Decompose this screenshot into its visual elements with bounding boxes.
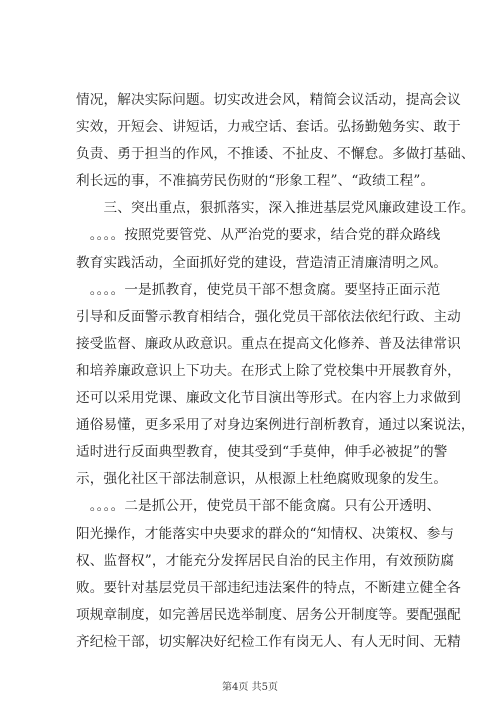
text-line: 接受监督、廉政从政意识。重点在提高文化修养、普及法律常识 bbox=[76, 335, 461, 352]
text-line: 。。。。二是抓公开，使党员干部不能贪腐。只有公开透明、 bbox=[76, 498, 441, 515]
text-line: 阳光操作，才能落实中央要求的群众的“知情权、决策权、参与 bbox=[76, 525, 455, 542]
text-line: 和培养廉政意识上下功夫。在形式上除了党校集中开展教育外， bbox=[76, 362, 461, 379]
text-line: 齐纪检干部，切实解决好纪检工作有岗无人、有人无时间、无精 bbox=[76, 633, 461, 650]
text-line: 引导和反面警示教育相结合，强化党员干部依法依纪行政、主动 bbox=[76, 308, 461, 325]
text-line: 通俗易懂，更多采用了对身边案例进行剖析教育，通过以案说法， bbox=[76, 417, 475, 434]
document-body bbox=[76, 87, 475, 656]
text-line: 败。要针对基层党员干部违纪违法案件的特点，不断建立健全各 bbox=[76, 579, 461, 596]
text-line: 负责、勇于担当的作风，不推诿、不扯皮、不懈怠。多做打基础、 bbox=[76, 146, 475, 163]
text-line: 示，强化社区干部法制意识，从根源上杜绝腐败现象的发生。 bbox=[76, 471, 448, 488]
text-line: 适时进行反面典型教育，使其受到“手莫伸，伸手必被捉”的警 bbox=[76, 444, 448, 461]
section-heading-line: 三、突出重点，狠抓落实，深入推进基层党风廉政建设工作。 bbox=[76, 200, 475, 217]
text-line: 权、监督权”，才能充分发挥居民自治的民主作用，有效预防腐 bbox=[76, 552, 455, 569]
text-line: 还可以采用党课、廉政文化节目演出等形式。在内容上力求做到 bbox=[76, 390, 461, 407]
text-line: 实效，开短会、讲短话，力戒空话、套话。弘扬勤勉务实、敢于 bbox=[76, 119, 461, 136]
text-line: 利长远的事，不准搞劳民伤财的“形象工程”、“政绩工程”。 bbox=[76, 173, 435, 190]
page-footer: 第4页 共5页 bbox=[222, 682, 278, 693]
text-line: 。。。。一是抓教育，使党员干部不想贪腐。要坚持正面示范 bbox=[76, 281, 441, 298]
text-line: 项规章制度，如完善居民选举制度、居务公开制度等。要配强配 bbox=[76, 606, 461, 623]
text-line: 情况，解决实际问题。切实改进会风，精简会议活动，提高会议 bbox=[76, 92, 461, 108]
text-line: 。。。。按照党要管党、从严治党的要求，结合党的群众路线 bbox=[76, 227, 441, 244]
text-line: 教育实践活动，全面抓好党的建设，营造清正清廉清明之风。 bbox=[76, 254, 448, 271]
